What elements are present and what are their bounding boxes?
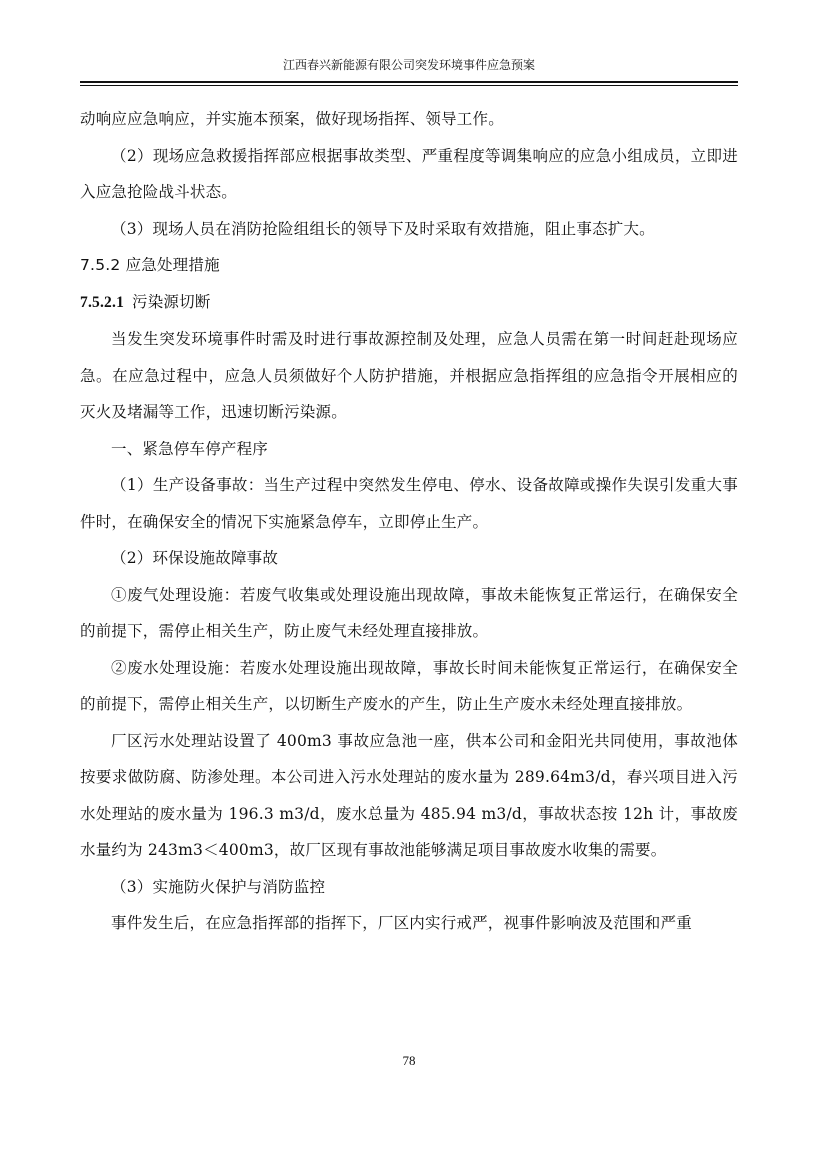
paragraph: ①废气处理设施：若废气收集或处理设施出现故障，事故未能恢复正常运行，在确保安全的前提下，需停止相关生产，防止废气未经处理直接排放。 bbox=[80, 585, 738, 640]
document-body bbox=[80, 101, 738, 942]
section-number: 7.5.2.1 bbox=[80, 293, 125, 311]
paragraph: 厂区污水处理站设置了 400m3 事故应急池一座，供本公司和金阳光共同使用，事故池体按要求做防腐、防渗处理。本公司进入污水处理站的废水量为 289.64m3/d，春兴项目进入污水处理站的废水量为 196.3 m3/d，废水总量为 485.94 m3/d，事故状态按 12h 计，事故废水量约为 243m3＜400m3，故厂区现有事故池能够满足项目事故废水收集的需要。 bbox=[80, 731, 738, 859]
paragraph: （3）实施防火保护与消防监控 bbox=[111, 877, 326, 896]
paragraph: （1）生产设备事故：当生产过程中突然发生停电、停水、设备故障或操作失误引发重大事件时，在确保安全的情况下实施紧急停车，立即停止生产。 bbox=[80, 476, 738, 531]
paragraph: （3）现场人员在消防抢险组组长的领导下及时采取有效措施，阻止事态扩大。 bbox=[111, 219, 655, 238]
paragraph: 一、紧急停车停产程序 bbox=[111, 439, 269, 458]
paragraph: （2）现场应急救援指挥部应根据事故类型、严重程度等调集响应的应急小组成员，立即进入应急抢险战斗状态。 bbox=[80, 146, 738, 201]
header-rule-thin bbox=[80, 85, 738, 86]
paragraph: 动响应应急响应，并实施本预案，做好现场指挥、领导工作。 bbox=[80, 110, 504, 128]
paragraph: ②废水处理设施：若废水处理设施出现故障，事故长时间未能恢复正常运行，在确保安全的前提下，需停止相关生产，以切断生产废水的产生，防止生产废水未经处理直接排放。 bbox=[80, 658, 738, 713]
section-title: 污染源切断 bbox=[132, 292, 211, 311]
paragraph: （2）环保设施故障事故 bbox=[111, 549, 279, 567]
header-rule-thick bbox=[80, 81, 738, 83]
page-number: 78 bbox=[402, 1053, 416, 1068]
paragraph: 事件发生后，在应急指挥部的指挥下，厂区内实行戒严，视事件影响波及范围和严重 bbox=[111, 914, 692, 932]
section-heading-7-5-2: 7.5.2 应急处理措施 bbox=[80, 256, 220, 274]
paragraph: 当发生突发环境事件时需及时进行事故源控制及处理，应急人员需在第一时间赶赴现场应急。在应急过程中，应急人员须做好个人防护措施，并根据应急指挥组的应急指令开展相应的灭火及堵漏等工作，迅速切断污染源。 bbox=[80, 330, 738, 421]
page-header: 江西春兴新能源有限公司突发环境事件应急预案 bbox=[282, 58, 535, 72]
section-heading-7-5-2-1 bbox=[80, 284, 738, 322]
